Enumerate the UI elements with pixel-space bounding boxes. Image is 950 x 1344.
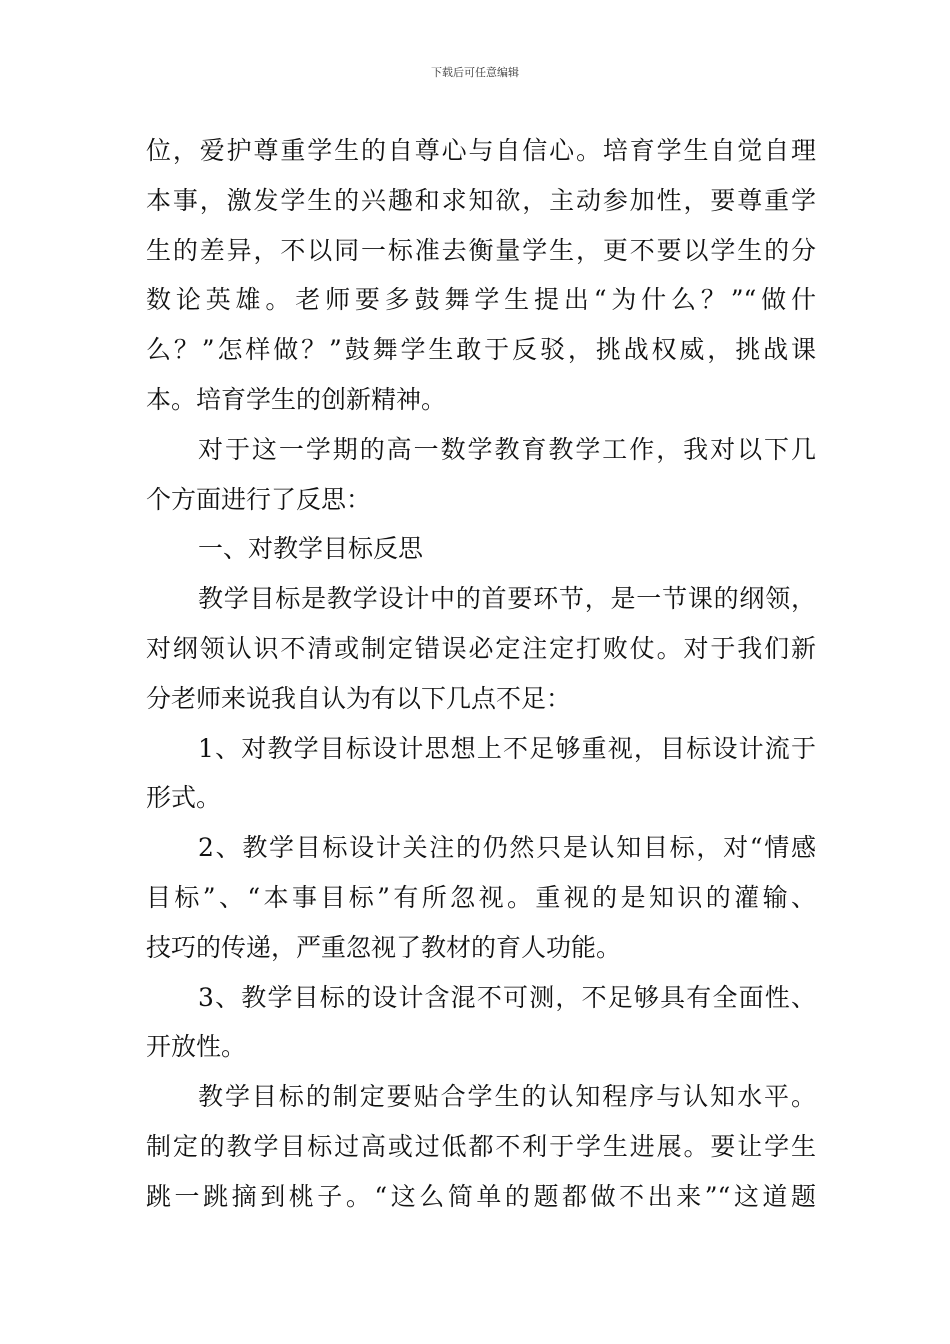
text-line: 本。培育学生的创新精神。 [146,384,447,414]
text-line: 数论英雄。老师要多鼓舞学生提出“为什么？”“做什 [146,285,816,315]
text-line: 教学目标的制定要贴合学生的认知程序与认知水平。 [198,1082,816,1112]
text-line: 制定的教学目标过高或过低都不利于学生进展。要让学生 [146,1131,816,1161]
text-line: 个方面进行了反思： [146,484,372,514]
text-line: 技巧的传递，严重忽视了教材的育人功能。 [146,932,622,962]
text-line: 1、对教学目标设计思想上不足够重视，目标设计流于 [198,733,816,763]
text-line: 开放性。 [146,1032,247,1062]
text-line: 分老师来说我自认为有以下几点不足： [146,683,572,713]
document-body [146,126,816,1222]
text-line: 一、对教学目标反思 [198,534,424,564]
text-line: 本事，激发学生的兴趣和求知欲，主动参加性，要尊重学 [146,185,816,215]
text-line: 2、教学目标设计关注的仍然只是认知目标，对“情感 [198,833,816,863]
text-line: 生的差异，不以同一标准去衡量学生，更不要以学生的分 [146,235,816,265]
text-line: 形式。 [146,783,222,813]
text-line: 教学目标是教学设计中的首要环节，是一节课的纲领， [198,584,816,614]
text-line: 么？”怎样做？”鼓舞学生敢于反驳，挑战权威，挑战课 [146,335,816,365]
text-line: 跳一跳摘到桃子。“这么简单的题都做不出来”“这道题 [146,1181,816,1211]
text-line: 对纲领认识不清或制定错误必定注定打败仗。对于我们新 [146,633,816,663]
text-line: 对于这一学期的高一数学教育教学工作，我对以下几 [198,434,816,464]
text-line: 位，爱护尊重学生的自尊心与自信心。培育学生自觉自理 [146,136,816,165]
text-line: 3、教学目标的设计含混不可测，不足够具有全面性、 [198,982,816,1012]
text-line: 目标”、“本事目标”有所忽视。重视的是知识的灌输、 [146,882,816,912]
page-header: 下载后可任意编辑 [431,66,519,79]
